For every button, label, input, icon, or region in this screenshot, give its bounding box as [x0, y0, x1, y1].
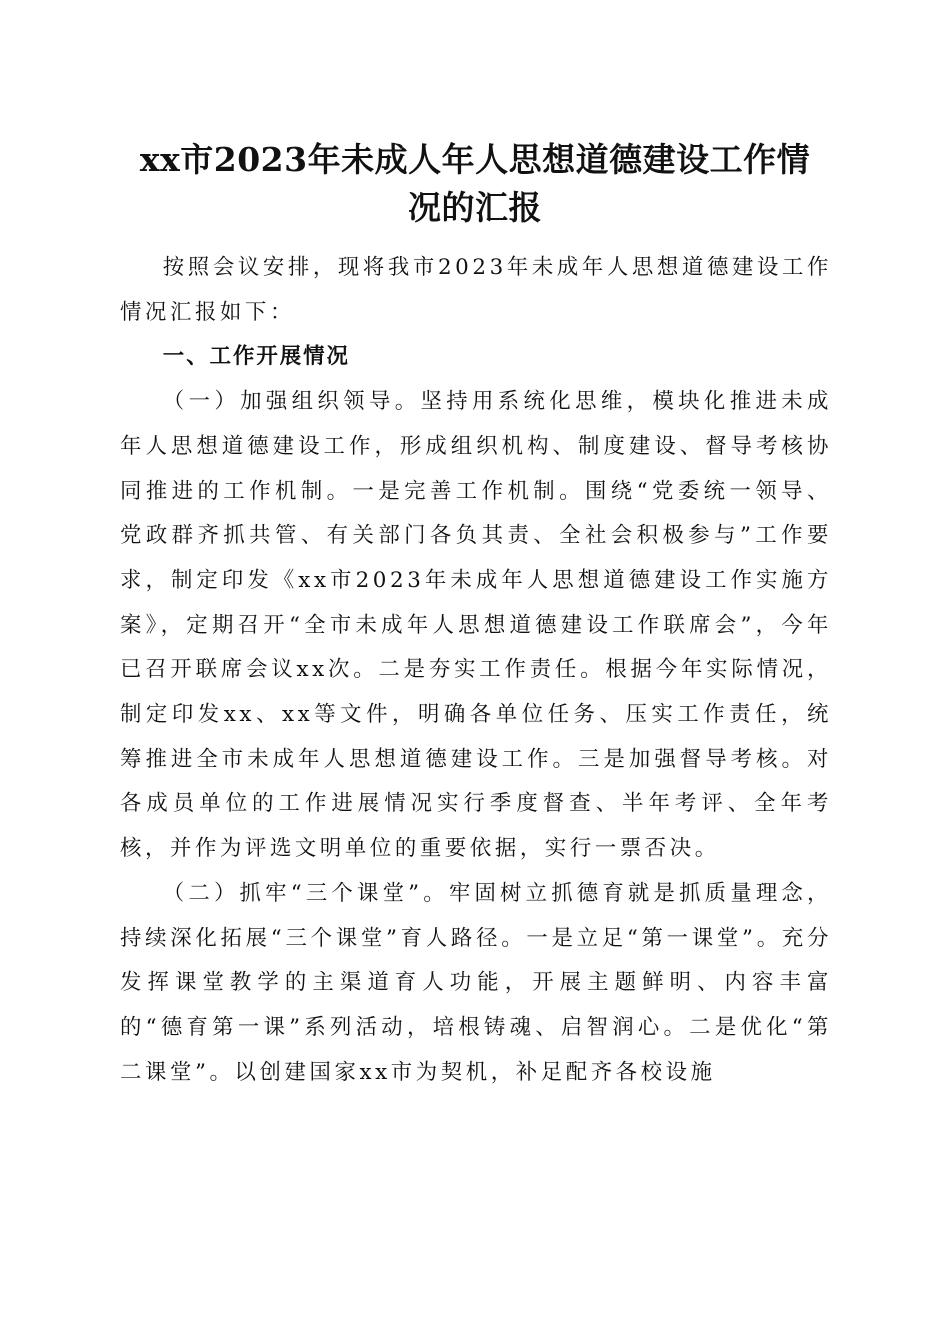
section-heading-1: 一、工作开展情况: [162, 344, 350, 370]
document-title: [100, 136, 850, 232]
paragraph-three-classrooms: （二）抓牢“三个课堂”。牢固树立抓德育就是抓质量理念，持续深化拓展“三个课堂”育人路径。一是立足“第一课堂”。充分发挥课堂教学的主渠道育人功能，开展主题鲜明、内容丰富的“德育第一课”系列活动，培根铸魂、启智润心。二是优化“第二课堂”。以创建国家xx市为契机，补足配齐各校设施: [120, 880, 832, 1085]
document-body: [120, 246, 832, 1095]
intro-paragraph: 按照会议安排，现将我市2023年未成年人思想道德建设工作情况汇报如下：: [120, 255, 832, 325]
title-line-1: xx市2023年未成人年人思想道德建设工作情: [139, 140, 811, 179]
title-line-2: 况的汇报: [408, 188, 542, 227]
paragraph-organization: （一）加强组织领导。坚持用系统化思维，模块化推进未成年人思想道德建设工作，形成组织机构、制度建设、督导考核协同推进的工作机制。一是完善工作机制。围绕“党委统一领导、党政群齐抓共管、有关部门各负其责、全社会积极参与”工作要求，制定印发《xx市2023年未成年人思想道德建设工作实施方案》，定期召开“全市未成年人思想道德建设工作联席会”，今年已召开联席会议xx次。二是夯实工作责任。根据今年实际情况，制定印发xx、xx等文件，明确各单位任务、压实工作责任，统筹推进全市未成年人思想道德建设工作。三是加强督导考核。对各成员单位的工作进展情况实行季度督查、半年考评、全年考核，并作为评选文明单位的重要依据，实行一票否决。: [120, 389, 832, 862]
